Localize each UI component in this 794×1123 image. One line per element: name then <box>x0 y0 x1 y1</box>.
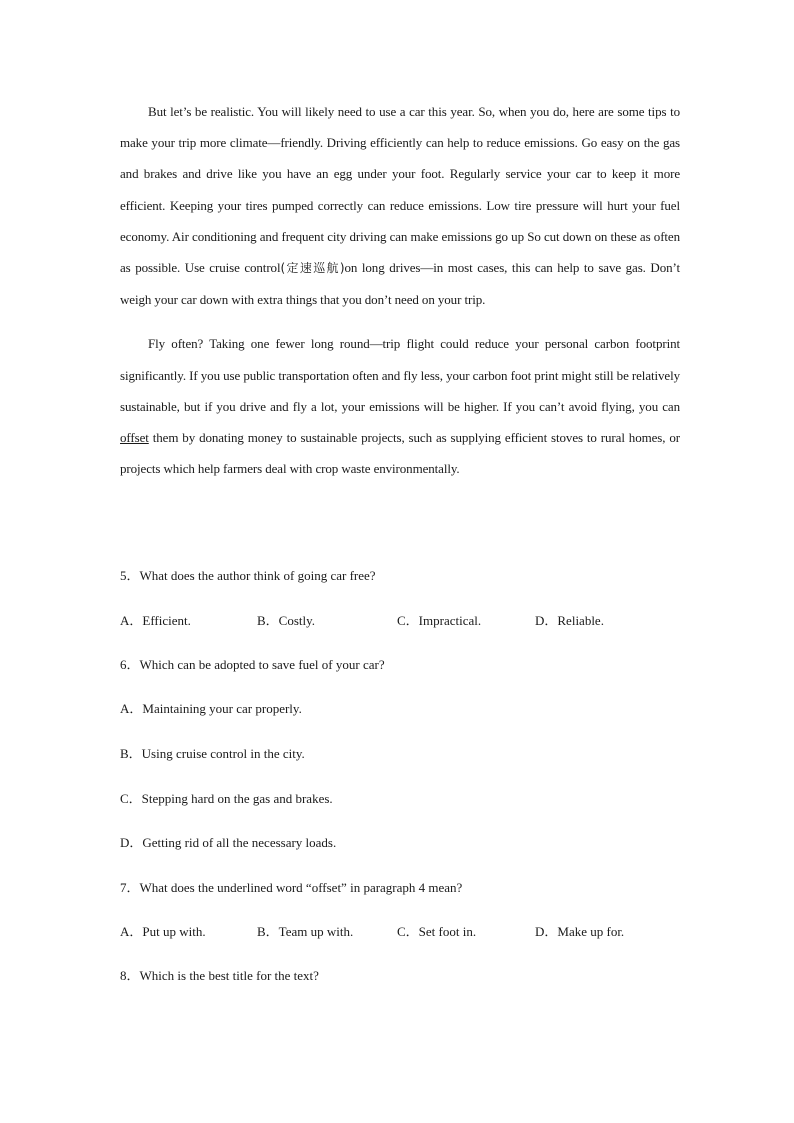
question-5-option-c[interactable]: C．Impractical. <box>397 613 482 628</box>
paragraph-driving-tips-text: But let’s be realistic. You will likely need to use a car this year. So, when you do, here are some tips to make your trip more climate—friendly. Driving efficiently can help to reduce emissions. Go easy on the gas and brakes and drive like you have an egg under your foot. Regularly service your car to keep it more efficient. Keeping your tires pumped correctly can reduce emissions. Low tire pressure will hurt your fuel economy. Air conditioning and frequent city driving can make emissions go up So cut down on these as often as possible. Use cruise control <box>120 104 680 276</box>
question-6-option-b[interactable]: B．Using cruise control in the city. <box>120 746 305 761</box>
question-7-options <box>120 922 680 942</box>
question-6-option-c[interactable]: C．Stepping hard on the gas and brakes. <box>120 791 333 806</box>
underlined-word-offset: offset <box>120 430 149 446</box>
question-6-option-a[interactable]: A．Maintaining your car properly. <box>120 701 302 716</box>
question-7-option-b[interactable]: B．Team up with. <box>257 924 354 939</box>
question-5-options <box>120 611 680 631</box>
question-7-option-c[interactable]: C．Set foot in. <box>397 924 477 939</box>
question-5-option-b[interactable]: B．Costly. <box>257 613 316 628</box>
cruise-control-chinese-note: (定速巡航) <box>280 261 345 276</box>
question-8-stem: 8．Which is the best title for the text? <box>120 968 319 983</box>
question-7-option-d[interactable]: D．Make up for. <box>535 924 625 939</box>
question-7-stem: 7．What does the underlined word “offset” in paragraph 4 mean? <box>120 880 463 895</box>
question-6-option-d[interactable]: D．Getting rid of all the necessary loads. <box>120 835 337 850</box>
questions-section <box>120 0 680 1123</box>
question-5-stem: 5．What does the author think of going car free? <box>120 568 376 583</box>
question-5-option-d[interactable]: D．Reliable. <box>535 613 604 628</box>
paragraph-flying-text-end: them by donating money to sustainable projects, such as supplying efficient stoves to rural homes, or projects which help farmers deal with crop waste environmentally. <box>120 430 680 477</box>
question-5-option-a[interactable]: A．Efficient. <box>120 613 191 628</box>
paragraph-driving-tips-text-end: on long drives—in most cases, this can help to save gas. Don’t weigh your car down with extra things that you don’t need on your trip. <box>120 260 681 308</box>
question-6-stem: 6．Which can be adopted to save fuel of your car? <box>120 657 385 672</box>
paragraph-flying-text: Fly often? Taking one fewer long round—trip flight could reduce your personal carbon footprint significantly. If you use public transportation often and fly less, your carbon foot print might still be relatively sustainable, but if you drive and fly a lot, your emissions will be higher. If you can’t avoid flying, you can <box>120 336 680 414</box>
question-7-option-a[interactable]: A．Put up with. <box>120 924 206 939</box>
